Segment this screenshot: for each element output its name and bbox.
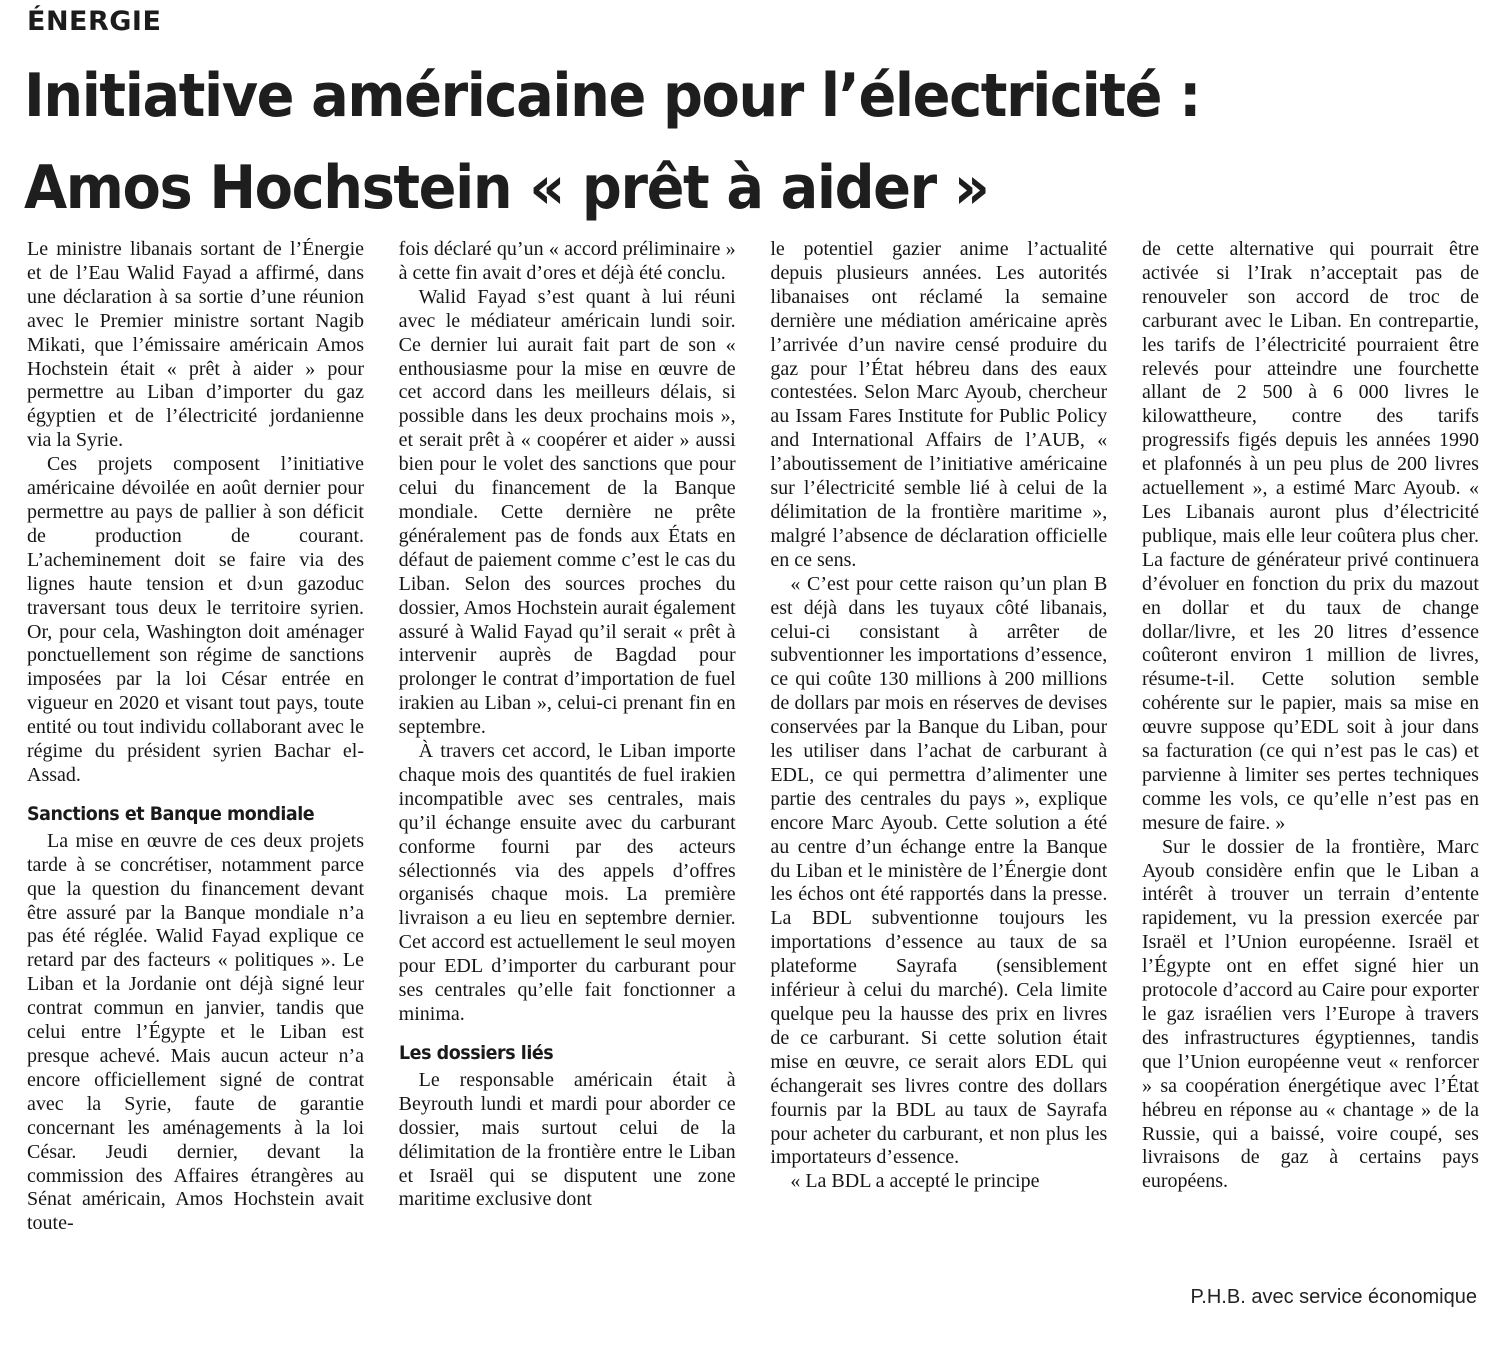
column-4 — [1142, 238, 1479, 1310]
paragraph: « C’est pour cette raison qu’un plan B est déjà dans les tuyaux côté libanais, celui-ci consistant à arrêter de subventionner les importations d’essence, ce qui coûte 130 millions à 200 millions de dollars par mois en réserves de devises conservées par la Banque du Liban, pour les utiliser dans l’achat de carburant à EDL, ce qui permettra d’alimenter une partie des centrales du pays », explique encore Marc Ayoub. Cette solution a été au centre d’un échange entre la Banque du Liban et le ministère de l’Énergie dont les échos ont été rapportés dans la presse. La BDL subventionne toujours les importations d’essence au taux de sa plateforme Sayrafa (sensiblement inférieur à celui du marché). Cela limite quelque peu la hausse des prix en livres de ce carburant. Si cette solution était mise en œuvre, ce serait alors EDL qui échangerait ses livres contre des dollars fournis par la BDL au taux de Sayrafa pour acheter du carburant, et non plus les importateurs d’essence. — [770, 572, 1108, 1169]
paragraph: le potentiel gazier anime l’actualité depuis plusieurs années. Les autorités libanaises ont réclamé la semaine dernière une médiation américaine après l’arrivée d’un navire censé produire du gaz pour l’État hébreu dans des eaux contestées. Selon Marc Ayoub, chercheur au Issam Fares Institute for Public Policy and International Affairs de l’AUB, « l’aboutissement de l’initiative américaine sur l’électricité semble lié à celui de la délimitation de la frontière maritime », malgré l’absence de déclaration officielle en ce sens. — [770, 238, 1108, 571]
paragraph: La mise en œuvre de ces deux projets tarde à se concrétiser, notamment parce que la question du financement devant être assuré par la Banque mondiale n’a pas été réglée. Walid Fayad explique ce retard par des facteurs « politiques ». Le Liban et la Jordanie ont déjà signé leur contrat commun en janvier, tandis que celui entre l’Égypte et le Liban est presque achevé. Mais aucun acteur n’a encore officiellement signé de contrat avec la Syrie, faute de garantie concernant les aménagements à la loi César. Jeudi dernier, devant la commission des Affaires étrangères au Sénat américain, Amos Hochstein avait toute- — [27, 829, 364, 1235]
headline — [24, 50, 1382, 234]
paragraph: Sur le dossier de la frontière, Marc Ayoub considère enfin que le Liban a intérêt à trouver un terrain d’entente rapidement, vu la pression exercée par Israël et l’Union européenne. Israël et l’Égypte ont en effet signé hier un protocole d’accord au Caire pour exporter le gaz israélien vers l’Europe à travers des infrastructures égyptiennes, tandis que l’Union européenne veut « renforcer » sa coopération énergétique avec l’État hébreu en réponse au « chantage » de la Russie, qui a baissé, voire coupé, ses livraisons de gaz à certains pays européens. — [1141, 835, 1479, 1193]
headline-line-2: Amos Hochstein « prêt à aider » — [24, 153, 989, 223]
section-rubric: ÉNERGIE — [27, 6, 162, 37]
column-2 — [399, 238, 736, 1310]
column-1 — [27, 238, 364, 1310]
paragraph: À travers cet accord, le Liban importe chaque mois des quantités de fuel irakien incompatible avec ses centrales, mais qu’il échange ensuite avec du carburant conforme fourni par des acteurs sélectionnés via des appels d’offres organisés chaque mois. La première livraison a eu lieu en septembre dernier. Cet accord est actuellement le seul moyen pour EDL d’importer du carburant pour ses centrales qu’elle fait fonctionner a minima. — [398, 740, 736, 1025]
paragraph: Le responsable américain était à Beyrouth lundi et mardi pour aborder ce dossier, mais surtout celui de la délimitation de la frontière entre le Liban et Israël qui se disputent une zone maritime exclusive dont — [398, 1068, 736, 1211]
paragraph: Ces projets composent l’initiative américaine dévoilée en août dernier pour permettre au pays de pallier à son déficit de production de courant. L’acheminement doit se faire via des lignes haute tension et d›un gazoduc traversant tous deux le territoire syrien. Or, pour cela, Washington doit aménager ponctuellement son régime de sanctions imposées par la loi César entrée en vigueur en 2020 et visant tout pays, toute entité ou tout individu collaborant avec le régime du président syrien Bachar el-Assad. — [27, 453, 364, 786]
paragraph: Le ministre libanais sortant de l’Énergie et de l’Eau Walid Fayad a affirmé, dans une déclaration à sa sortie d’une réunion avec le Premier ministre sortant Nagib Mikati, que l’émissaire américain Amos Hochstein était « prêt à aider » pour permettre au Liban d’importer du gaz égyptien et de l’électricité jordanienne via la Syrie. — [27, 238, 364, 452]
headline-line-1: Initiative américaine pour l’électricité : — [24, 61, 1201, 131]
paragraph: fois déclaré qu’un « accord préliminaire » à cette fin avait d’ores et déjà été conclu. — [398, 238, 736, 284]
subheading-dossiers: Les dossiers liés — [398, 1041, 553, 1064]
paragraph: Walid Fayad s’est quant à lui réuni avec le médiateur américain lundi soir. Ce dernier lui aurait fait part de son « enthousiasme pour la mise en œuvre de cet accord dans les meilleurs délais, si possible dans les deux prochains mois », et serait prêt à « coopérer et aider » aussi bien pour le volet des sanctions que pour celui du financement de la Banque mondiale. Cette dernière ne prête généralement pas de fonds aux États en défaut de paiement comme c’est le cas du Liban. Selon des sources proches du dossier, Amos Hochstein aurait également assuré à Walid Fayad qu’il serait « prêt à intervenir auprès de Bagdad pour prolonger le contrat d’importation de fuel irakien au Liban », celui-ci prenant fin en septembre. — [398, 285, 736, 739]
article-body — [27, 238, 1479, 1310]
subheading-sanctions: Sanctions et Banque mondiale — [27, 802, 315, 825]
column-3 — [770, 238, 1107, 1310]
byline: P.H.B. avec service économique — [1190, 1286, 1477, 1308]
paragraph: « La BDL a accepté le principe — [790, 1170, 1040, 1193]
paragraph: de cette alternative qui pourrait être activée si l’Irak n’acceptait pas de renouveler son accord de troc de carburant avec le Liban. En contrepartie, les tarifs de l’électricité pourraient être relevés pour atteindre une fourchette allant de 2 500 à 6 000 livres le kilowattheure, contre des tarifs progressifs figés depuis les années 1990 et plafonnés à un peu plus de 200 livres actuellement », a estimé Marc Ayoub. « Les Libanais auront plus d’électricité publique, mais elle leur coûtera plus cher. La facture de générateur privé continuera d’évoluer en fonction du prix du mazout en dollar et du taux de change dollar/livre, et les 20 litres d’essence coûteront environ 1 million de livres, résume-t-il. Cette solution semble cohérente sur le papier, mais sa mise en œuvre suppose qu’EDL soit à jour dans sa facturation (ce qui n’est pas le cas) et parvienne à limiter ses pertes techniques comme les vols, ce qu’elle n’est pas en mesure de faire. » — [1141, 238, 1479, 834]
